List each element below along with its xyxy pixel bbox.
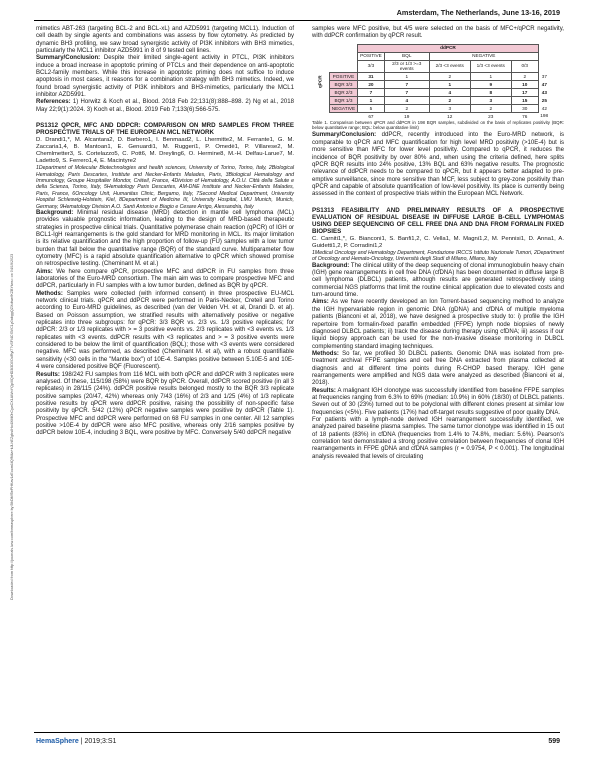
methods2-paragraph bbox=[312, 351, 564, 388]
background2-text: The clinical utility of the deep sequencing of clonal immunoglobulin heavy chain (IGH) gene rearrangements in cell free DNA (cfDNA) has been documented in diffuse large B cell lymphoma (DLBCL) patients, although results are generated retrospectively using commercial NGS platforms that limit the routine clinical application due to elevated costs and turn-around time. bbox=[312, 262, 564, 299]
background-label: Background: bbox=[36, 209, 74, 216]
conclusion-paragraph bbox=[312, 132, 564, 198]
background-paragraph bbox=[36, 210, 294, 269]
row-total: 25 bbox=[541, 97, 548, 103]
table-cell: 15 bbox=[511, 96, 538, 104]
table-cell: 7 bbox=[384, 88, 429, 96]
row-total: 43 bbox=[541, 89, 548, 95]
row-label: BQR 2/3 bbox=[329, 88, 357, 96]
right-column bbox=[312, 26, 564, 461]
results2-label: Results: bbox=[312, 387, 336, 394]
table-cell: 30 bbox=[511, 104, 538, 112]
background2-paragraph bbox=[312, 263, 564, 300]
table-row bbox=[312, 104, 550, 112]
row-label: BQR 1/3 bbox=[329, 96, 357, 104]
abstract2-title: PS1313 FEASIBILITY AND PRELIMINARY RESULTS OF A PROSPECTIVE EVALUATION OF RESIDUAL DISEASE IN DIFFUSE LARGE B-CELL LYMPHOMAS USING DEEP SEQUENCING OF CELL FREE DNA AND DNA FROM FORMALIN FIXED BIOPSIES bbox=[312, 206, 564, 236]
table-cell: 17 bbox=[511, 88, 538, 96]
affiliations-2: 1Medical Oncology and Hematology Department, Fondazione IRCCS Istituto Nazionale Tumori, 2Department of Oncology and Hemato-Oncology, Università degli Studi di Milano, Milano, Italy bbox=[312, 249, 564, 263]
methods-label: Methods: bbox=[36, 290, 63, 297]
table-cell: 1 bbox=[358, 96, 385, 104]
row-total: 47 bbox=[541, 81, 548, 87]
side-download-text: Downloaded from http://journals.lww.com/hemasphere by BhDMf5ePHKav1zEoum1tQfN4a+kJLhEZgbsIHo4XMi0hCywCX1AWnYQp/IlQrHD3i3D0OdRyi7TvSFl4Cf3VC1y0abggQZXdtwnfKZBYtws= on 04/19/2023 bbox=[10, 253, 14, 600]
aims2-label: Aims: bbox=[312, 299, 329, 306]
methods2-text: So far, we profiled 30 DLBCL patients. Genomic DNA was isolated from pre-treatment archival FFPE samples and cell free DNA extracted from plasma collected at diagnosis and at different time points during R-CHOP based therapy. IGH gene rearrangements were amplified and NGS data were analyzed as described (Bianconi et al, 2018). bbox=[312, 350, 564, 387]
methods-text: Samples were collected (with informed consent) in three prospective EU-MCL network clinical trials. qPCR and ddPCR were performed in Paris-Necker, Creteil and Torino according to Euro-MRD guidelines, as described (van der Velden VH. et al, Drandi D. et al). Based on Poisson assumption, we stratified results with alternatively positive or negative replicates into three subgroups: for qPCR: 3/3 BQR vs. 2/3 vs. 1/3 positive replicates; for ddPCR: 2/3 or 1/3 replicates with > = 3 positive events vs. 2/3 replicates with <3 events vs. 1/3 replicates with <3 events. ddPCR results with <3 replicates and > = 3 positive events were considered to be below the limit of quantification (BQL); those with <3 events were considered negative. MFC was performed, as described (Cheminant M. et al), with a robust quantifiable sensitivity (<30 cells in the "Mantle box") of 10E-4. Samples positive between 5.10E-5 and 10E-4 were considered positive BQF (Fluorescent). bbox=[36, 290, 294, 371]
conference-header: Amsterdam, The Netherlands, June 13-16, 2019 bbox=[396, 8, 560, 17]
row-label: POSITIVE bbox=[329, 72, 357, 80]
column-total: 19 bbox=[404, 113, 410, 119]
side-download-note bbox=[10, 180, 16, 600]
results-text: 198/242 FU samples from 116 MCL with both qPCR and ddPCR with 3 replicates were analysed. Of these, 115/198 (58%) were BQR by qPCR. Overall, ddPCR scored positive (in all 3 replicates) in 28/115 (24%). ddPCR positive results belonged mostly to the BQR 3/3 replicate positive samples (20/47, 42%) whereas only 7/43 (16%) of 2/3 and 1/25 (4%) of 1/3 replicate positive results by qPCR were ddPCR positive, raising the possibility of non-specific false positivity by qPCR. 5/42 (12%) qPCR negative samples were positive by ddPCR (Table 1). Prospective MFC and ddPCR were performed on 68 FU samples in one center. All 12 samples positive >10E-4 by ddPCR were also MFC positive, whereas only 2/16 samples positive by ddPCR below 10E-4, including 3 BQL, were positive by MFC. Conversely 5/40 ddPCR negative bbox=[36, 371, 294, 437]
sub-header: 1/3 <3 events bbox=[470, 60, 511, 72]
journal-name: HemaSphere bbox=[36, 738, 79, 745]
background-text: Minimal residual disease (MRD) detection in mantle cell lymphoma (MCL) provides valuable prognostic information, leading to the design of MRD-based therapeutic strategies in prospective clinical trials. Quantitative polymerase chain reaction (qPCR) of IGH or BCL1-IgH rearrangements is the gold standard for MRD monitoring in MCL. Its major limitation is its relative quantification and the high proportion of follow-up (FU) samples with a low tumor burden that fall below the quantitative range (BQR) of the standard curve. Multiparameter flow cytometry (MFC) is a rapid absolute quantification alternative to qPCR which showed promise on retrospective testing. (Cheminant M. et al.) bbox=[36, 209, 294, 268]
row-total: 37 bbox=[541, 73, 548, 79]
table-row bbox=[312, 88, 550, 96]
table-cell: 31 bbox=[358, 72, 385, 80]
table-cell: 1 bbox=[470, 72, 511, 80]
references-paragraph bbox=[36, 99, 294, 114]
intro-paragraph: mimetics ABT-263 (targeting BCL-2 and BCL-xL) and AZD5991 (targeting MCL1). Induction of cell death by single agents and combinations was assess by flow cytometry. As predicted by dynamic BH3 profiling, we saw broad synergistic activity of PI3K inhibitors with BH3 mimetics, particularly the MCL1 inhibitor AZD5991 in 8 of 9 tested cell lines. bbox=[36, 26, 294, 55]
results2b-paragraph: For patients with a lymph-node derived IGH rearrangement successfully identified, we analyzed paired baseline plasma samples. The same tumor clonotype was identified in 15 out of 18 patients (83%) in cfDNA (frequencies from 1.4% to 74.8%, median: 5.6%). Pearson's correlation test demonstrated a strong positive correlation between frequencies of clonal IGH rearrangements in FFPE gDNA and cfDNA samples (r = 0.9754, P < 0.001). The longitudinal analysis revealed that levels of circulating bbox=[312, 416, 564, 460]
table-cell: 2 bbox=[511, 72, 538, 80]
table-cell: 2 bbox=[429, 96, 470, 104]
conclusion-label: Summary/Conclusion: bbox=[312, 132, 377, 139]
references-text: 1) Horwitz & Koch et al., Blood. 2018 Feb 22;131(8):888–898. 2) Ng et al., 2018 May 22;9(1):2024. 3) Koch et al., Blood. 2019 Feb 7;133(6):566-575. bbox=[36, 99, 294, 113]
table-cell: 5 bbox=[358, 104, 385, 112]
sub-header: 2/3 or 1/3 >=3 events bbox=[384, 60, 429, 72]
table-row bbox=[312, 96, 550, 104]
table-cell: 2 bbox=[470, 104, 511, 112]
table-cell: 7 bbox=[384, 80, 429, 88]
summary-label: Summary/Conclusion: bbox=[36, 55, 101, 62]
results-label: Results: bbox=[36, 371, 60, 378]
table-cell: 2 bbox=[384, 104, 429, 112]
table-cell: 2 bbox=[429, 72, 470, 80]
footer-rule bbox=[34, 732, 560, 733]
column-total: 23 bbox=[488, 113, 494, 119]
aims2-text: As we have recently developed an Ion Torrent-based sequencing method to analyze the IGH hypervariable region in genomic DNA (gDNA) and cfDNA of multiple myeloma patients (Bianconi et al, 2018), we have designed a prospective study to: i) profile the IGH repertoire from formalin-fixed paraffin embedded (FFPE) lymph node biopsies of newly diagnosed DLBCL patients; ii) track the disease during therapy using cfDNA; iii) assess if our liquid biopsy approach can be used for the non-invasive disease monitoring in DLBCL complementing standard imaging techniques. bbox=[312, 299, 564, 350]
table-caption: Table 1. Comparison between qPCR and ddPCR in 198 BQR samples, subdivided on the basis of replicates positivity (BQR: below quantitative range; BQL: below quantitative limit) bbox=[312, 119, 564, 131]
table-row bbox=[312, 72, 550, 80]
column-total: 12 bbox=[447, 113, 453, 119]
background2-label: Background: bbox=[312, 262, 350, 269]
aims-text: We here compare qPCR, prospective MFC and ddPCR in FU samples from three laboratories of the Euro-MRD consortium. The main aim was to compare prospective MFC and ddPCR, particularly in FU samples with a low tumor burden, defined as BQR by qPCR. bbox=[36, 268, 294, 290]
table-cell: 3 bbox=[470, 96, 511, 104]
table-row bbox=[312, 80, 550, 88]
abstract-title: PS1312 QPCR, MFC AND DDPCR: COMPARISON ON MRD SAMPLES FROM THREE PROSPECTIVE TRIALS OF THE EUROPEAN MCL NETWORK bbox=[36, 122, 294, 137]
results2-paragraph bbox=[312, 388, 564, 417]
sub-header: 2/3 <3 events bbox=[429, 60, 470, 72]
sub-header: 0/3 bbox=[511, 60, 538, 72]
col-negative: NEGATIVE bbox=[429, 52, 538, 60]
table-cell: 8 bbox=[470, 88, 511, 96]
table-cell: 20 bbox=[358, 80, 385, 88]
methods2-label: Methods: bbox=[312, 350, 339, 357]
col-bql: BQL bbox=[384, 52, 429, 60]
grand-total: 198 bbox=[540, 113, 549, 119]
qpcr-axis-label: qPCR bbox=[317, 75, 323, 89]
references-label: References: bbox=[36, 99, 71, 106]
table-cell: 9 bbox=[470, 80, 511, 88]
summary-paragraph bbox=[36, 55, 294, 99]
table-cell: 3 bbox=[429, 104, 470, 112]
table-totals-row bbox=[312, 112, 550, 120]
summary-text: Despite their limited single-agent activity in PTCL, PI3K inhibitors induce a broad increase in apoptotic priming of PTCLs and their dependence on anti-apoptotic BCL2-family members. While this increase in apoptotic priming does not suffice to induce apoptosis in most cases, it reasons for a combination strategy with BH3 mimetics. Indeed, we found broad synergistic activity of PI3K inhibitors and BH3-mimetics, particularly the MCL1 inhibitor AZD5991. bbox=[36, 55, 294, 99]
column-total: 76 bbox=[522, 113, 528, 119]
aims-paragraph bbox=[36, 269, 294, 291]
left-column bbox=[36, 26, 294, 438]
sub-header: 3/3 bbox=[358, 60, 385, 72]
table-cell: 4 bbox=[384, 96, 429, 104]
ddpcr-header: ddPCR bbox=[358, 44, 539, 52]
author-list: D. Drandi1,*, M. Alcantara2, D. Barbero1, I. Benmaad2, L. Lhermitte2, M. Ferrante1, G. M. Zaccaria1,4, B. Mantoan1, E. Genuardi1, M. Ruggeri1, P. Omedè1, P. Villarese2, M. Chemlmetter3, S. Cortelazzo5, C. Pott6, M. Dreyling6, O. Hermine8, M.-H. Delfau-Larue7, M. Ladetto9, S. Ferrero1,4, E. Macintyre2 bbox=[36, 136, 294, 164]
column-total: 67 bbox=[368, 113, 374, 119]
conclusion-text: ddPCR, recently introduced into the Euro-MRD network, is comparable to qPCR and MFC quantification for high level MRD positivity (>10E-4) but is more sensitive than MFC for lower level positivity. Compared to qPCR, it reduces the incidence of BQR positivity by over 80% and, when using the criteria defined, here splits qPCR BQR results into 24% positive, 13% BQL and 63% negative results. The prognostic relevance of ddPCR needs to be compared to qPCR, but it appears better adapted to pre-emptive surveillance, since more sensitive than MCF, less subject to grey-zone positivity than qPCR and capable of absolute quantification of low-level positivity. Its place is currently being assessed in the context of prospective trials within the European MCL Network. bbox=[312, 132, 564, 198]
table-cell: 1 bbox=[384, 72, 429, 80]
table-cell: 1 bbox=[429, 80, 470, 88]
page-number: 599 bbox=[548, 738, 560, 745]
results-paragraph bbox=[36, 372, 294, 438]
col-positive: POSITIVE bbox=[358, 52, 385, 60]
journal-footer bbox=[36, 738, 116, 745]
ddpcr-qpcr-table bbox=[312, 44, 550, 120]
journal-issue: | 2019;3:S1 bbox=[78, 738, 117, 745]
continued-paragraph: samples were MFC positive, but 4/5 were selected on the basis of MFC+/qPCR negativity, with ddPCR confirmation by qPCR result. bbox=[312, 26, 564, 40]
row-label: NEGATIVE bbox=[329, 104, 357, 112]
aims-label: Aims: bbox=[36, 268, 53, 275]
table-cell: 10 bbox=[511, 80, 538, 88]
table-cell: 4 bbox=[429, 88, 470, 96]
results2-text: A malignant IGH clonotype was successfully identified from baseline FFPE samples at frequencies ranging from 6.3% to 69% (median: 10.9%) in 60% (18/30) of DLBCL patients. Seven out of 30 (23%) turned out to be polyclonal with different clones present at similar low frequencies (<5%). Five patients (17%) had off-target results suggestive of poor quality DNA. bbox=[312, 387, 564, 416]
methods-paragraph bbox=[36, 291, 294, 372]
aims2-paragraph bbox=[312, 299, 564, 350]
comparison-table bbox=[312, 44, 564, 131]
table-cell: 7 bbox=[358, 88, 385, 96]
author-list-2: C. Carniti1,*, G. Bianconi1, S. Banfi1,2, C. Vella1, M. Magni1,2, M. Pennisi1, D. Anna1, A. Guidetti1,2, P. Corradini1,2 bbox=[312, 235, 564, 249]
row-total: 42 bbox=[541, 105, 548, 111]
header-rule bbox=[34, 20, 560, 21]
row-label: BQR 3/3 bbox=[329, 80, 357, 88]
affiliations: 1Department of Molecular Biotechnologies and health sciences, University of Torino, Torino, Italy, 2Biological Hematology, Paris Descartes, Institute and Necker-Enfants Malades, Paris, 3Biological Hematology and Immunology, Groupe Hospitalier Mondor, Créteil, France, 4Division of Hematology, A.O.U. Città della Salute e della Scienza, Torino, Italy, 5Hematology Paris Descartes, AM-DNE Institute and Necker-Enfants Malades, Paris, France, 6Oncology Unit, Humanitas Clinic, Bergamo, Italy, 7Second Medical Department, University Hospital Schleswig-Holstein, Kiel, 8Department of Medicine III, University Hospital, LMU Munich, Munich, Germany, 9Hematology Division A.O. Santi Antonio e Biagio e Cesare Arrigo, Alessandria, Italy bbox=[36, 165, 294, 210]
